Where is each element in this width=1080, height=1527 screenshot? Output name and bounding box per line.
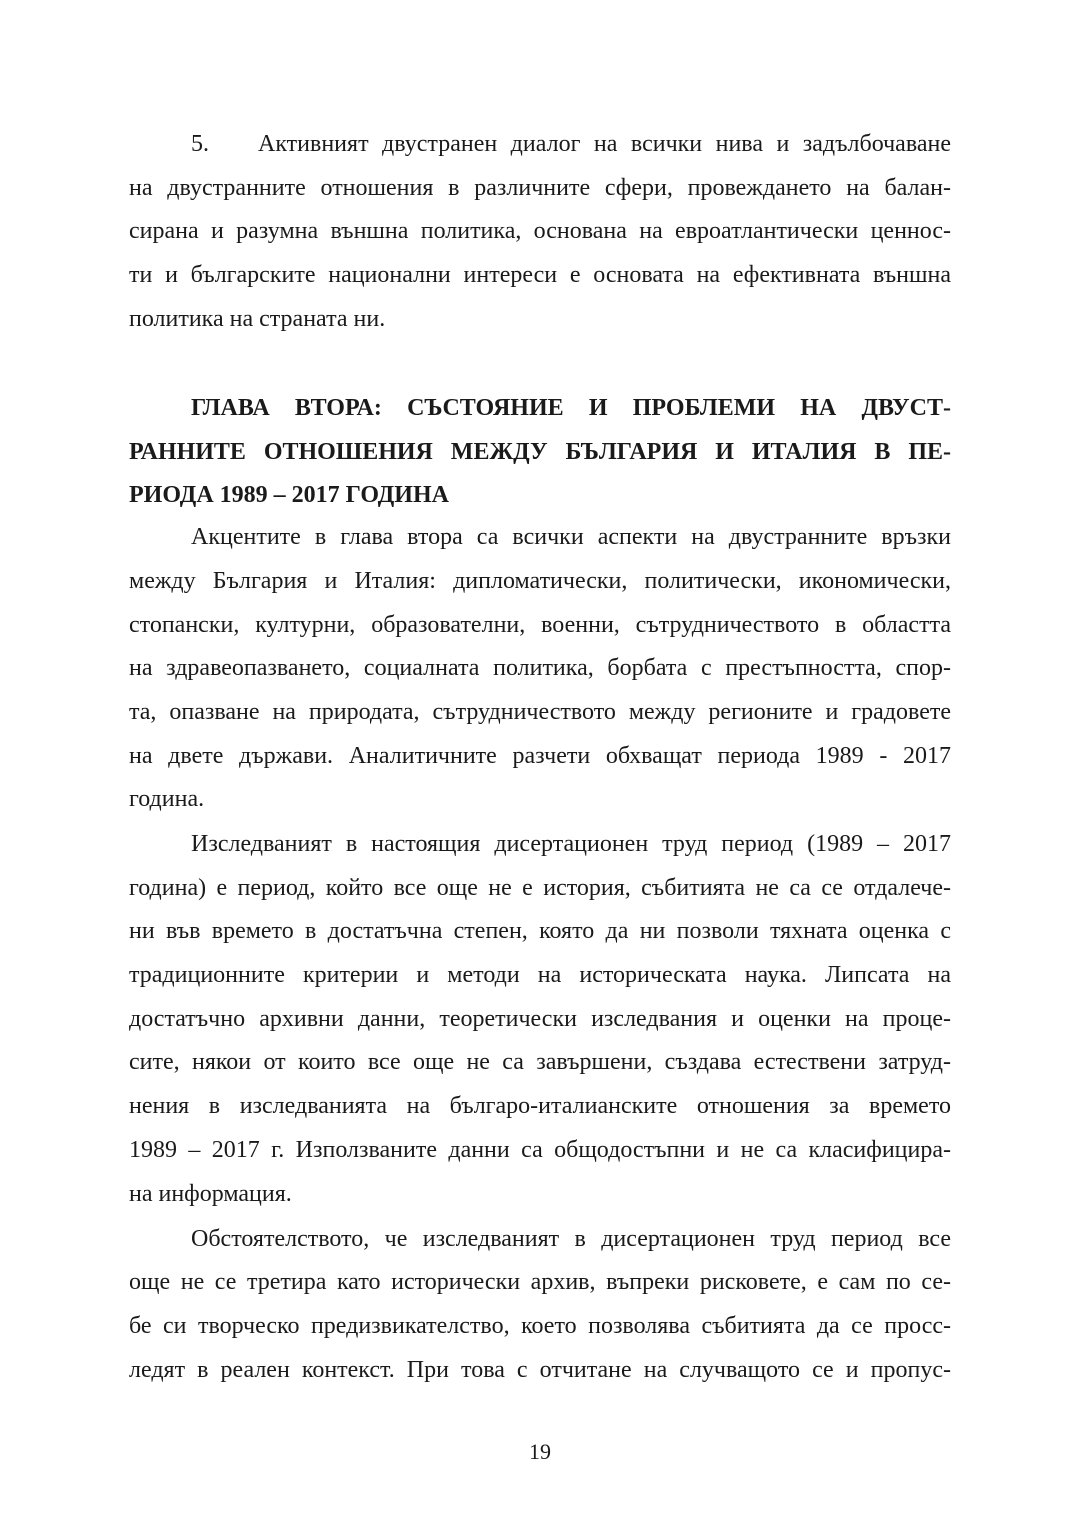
item-number: 5. bbox=[191, 131, 209, 157]
text-line: нения в изследванията на българо-италианските отношения за времето bbox=[129, 1093, 951, 1119]
text-line: на здравеопазването, социалната политика, борбата с престъпността, спор- bbox=[129, 655, 951, 681]
text-line: сите, някои от които все още не са завършени, създава естествени затруд- bbox=[129, 1049, 951, 1075]
text-line: година) е период, който все още не е история, събитията не са се отдалече- bbox=[129, 875, 951, 901]
heading-line: РИОДА 1989 – 2017 ГОДИНА bbox=[129, 482, 449, 508]
text-line: Активният двустранен диалог на всички нива и задълбочаване bbox=[258, 131, 951, 157]
text-line: между България и Италия: дипломатически, политически, икономически, bbox=[129, 568, 951, 594]
text-line: сирана и разумна външна политика, основана на евроатлантически ценнос- bbox=[129, 218, 951, 244]
text-line: Акцентите в глава втора са всички аспекти на двустранните връзки bbox=[191, 524, 951, 550]
text-line: традиционните критерии и методи на историческата наука. Липсата на bbox=[129, 962, 951, 988]
text-line: ни във времето в достатъчна степен, която да ни позволи тяхната оценка с bbox=[129, 918, 951, 944]
text-line: 1989 – 2017 г. Използваните данни са общодостъпни и не са класифицира- bbox=[129, 1137, 951, 1163]
text-line: достатъчно архивни данни, теоретически изследвания и оценки на проце- bbox=[129, 1006, 951, 1032]
page-number: 19 bbox=[529, 1439, 551, 1464]
text-line: година. bbox=[129, 786, 205, 812]
text-line: още не се третира като исторически архив, въпреки рисковете, е сам по се- bbox=[129, 1269, 951, 1295]
text-line: та, опазване на природата, сътрудничеството между регионите и градовете bbox=[129, 699, 951, 725]
text-line: стопански, културни, образователни, военни, сътрудничеството в областта bbox=[129, 612, 951, 638]
text-line: ти и българските национални интереси е основата на ефективната външна bbox=[129, 262, 951, 288]
text-line: на двустранните отношения в различните сфери, провеждането на балан- bbox=[129, 175, 951, 201]
heading-line: РАННИТЕ ОТНОШЕНИЯ МЕЖДУ БЪЛГАРИЯ И ИТАЛИЯ В ПЕ- bbox=[129, 439, 951, 465]
text-line: ледят в реален контекст. При това с отчитане на случващото се и пропус- bbox=[129, 1357, 951, 1383]
text-line: политика на страната ни. bbox=[129, 306, 386, 332]
heading-line: ГЛАВА ВТОРА: СЪСТОЯНИЕ И ПРОБЛЕМИ НА ДВУСТ- bbox=[191, 395, 951, 421]
text-line: на двете държави. Аналитичните разчети обхващат периода 1989 - 2017 bbox=[129, 743, 951, 769]
text-line: бе си творческо предизвикателство, което позволява събитията да се просс- bbox=[129, 1313, 951, 1339]
text-line: Изследваният в настоящия дисертационен труд период (1989 – 2017 bbox=[191, 831, 951, 857]
text-line: Обстоятелството, че изследваният в дисертационен труд период все bbox=[191, 1226, 951, 1252]
text-line: на информация. bbox=[129, 1181, 292, 1207]
